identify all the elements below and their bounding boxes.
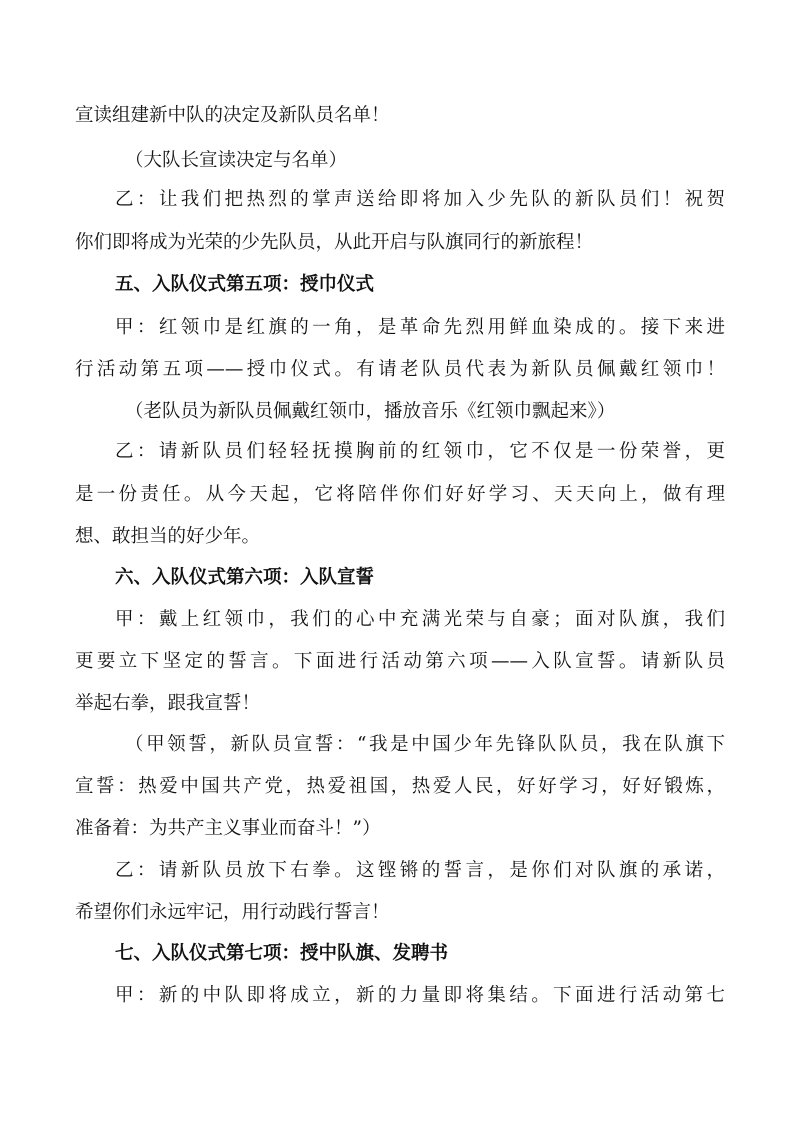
paragraph-line: 想、敢担当的好少年。 xyxy=(75,526,261,547)
paragraph-line: 乙：请新队员放下右拳。这铿锵的誓言，是你们对队旗的承诺， xyxy=(115,860,725,881)
paragraph-line: 举起右拳，跟我宣誓！ xyxy=(75,693,261,714)
paragraph-line: 甲：新的中队即将成立，新的力量即将集结。下面进行活动第七 xyxy=(115,985,725,1006)
oath-line: （甲领誓，新队员宣誓：“我是中国少年先锋队队员，我在队旗下 xyxy=(125,734,725,755)
section-heading: 五、入队仪式第五项：授巾仪式 xyxy=(115,274,375,295)
section-heading: 七、入队仪式第七项：授中队旗、发聘书 xyxy=(115,943,449,964)
stage-direction: （老队员为新队员佩戴红领巾，播放音乐《红领巾飘起来》） xyxy=(125,401,616,422)
paragraph-line: 行活动第五项——授巾仪式。有请老队员代表为新队员佩戴红领巾！ xyxy=(75,359,725,380)
paragraph-line: 甲：红领巾是红旗的一角，是革命先烈用鲜血染成的。接下来进 xyxy=(115,317,725,338)
paragraph-line: 甲：戴上红领巾，我们的心中充满光荣与自豪；面对队旗，我们 xyxy=(115,609,725,630)
oath-line: 宣誓：热爱中国共产党，热爱祖国，热爱人民，好好学习，好好锻炼， xyxy=(75,776,725,797)
paragraph-line: 乙：让我们把热烈的掌声送给即将加入少先队的新队员们！祝贺 xyxy=(115,189,725,210)
paragraph-line: 希望你们永远牢记，用行动践行誓言！ xyxy=(75,902,390,923)
paragraph-line: 乙：请新队员们轻轻抚摸胸前的红领巾，它不仅是一份荣誉，更 xyxy=(115,441,725,462)
section-heading: 六、入队仪式第六项：入队宣誓 xyxy=(115,567,375,588)
paragraph-line: 更要立下坚定的誓言。下面进行活动第六项——入队宣誓。请新队员 xyxy=(75,651,725,672)
paragraph-line: 是一份责任。从今天起，它将陪伴你们好好学习、天天向上，做有理 xyxy=(75,484,725,505)
oath-line: 准备着：为共产主义事业而奋斗！”） xyxy=(75,818,381,839)
stage-direction: （大队长宣读决定与名单） xyxy=(125,150,348,171)
paragraph-line: 宣读组建新中队的决定及新队员名单！ xyxy=(75,105,390,126)
paragraph-line: 你们即将成为光荣的少先队员，从此开启与队旗同行的新旅程！ xyxy=(75,232,594,253)
